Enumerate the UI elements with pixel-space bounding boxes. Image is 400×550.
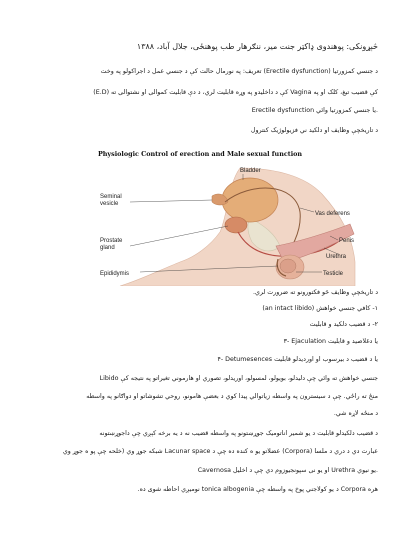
body-line-12: هره Corpora د یو کولاجني پوخ په واسطه چې tonica albogenia نوميږي احاطه شوی ده. — [137, 486, 378, 493]
body-line-11: Cavernosa او یو نی سپونجیوزوم دي چې د اخلیل Urethra یو نیوي. — [197, 467, 378, 474]
male-reproductive-anatomy-illustration — [100, 162, 360, 286]
intro-line-3: Erectile dysfunction یا جنسي کمزورتیا وائي. — [251, 107, 378, 114]
body-line-9: د قضیب دلکیدلو قابلیت د یو شمیر اناتومیک جوړښتونو په واسطه قضیب نه د یه برخه کېږي چې داجوړښتونه — [99, 430, 378, 437]
intro-line-2: کې قضیب تیغ، کلک او په Vagina کې د داخلیدو په وړه قابلیت لري، د دې قابلیت کموالی او نشتوالی ته (E.D) — [93, 89, 378, 96]
bladder-organ — [222, 178, 278, 222]
anatomy-figure — [100, 162, 360, 286]
testicle-organ — [280, 259, 296, 273]
body-line-1: د تاریخچې وظایف څو فکتورونو ته ضرورت لري. — [252, 289, 378, 296]
intro-line-1: د جنسي کمزورتیا (Erectile dysfunction) تعریف: په نورمال حالت کې د جنسي عمل د اجراکولو په وخت — [100, 68, 378, 75]
prostate-organ — [225, 217, 247, 233]
label-epididymis: Epididymis — [100, 271, 130, 277]
label-vas-deferens: Vas deferens — [315, 211, 350, 217]
label-seminal-vesicle: Seminal vesicle — [100, 194, 122, 207]
body-line-6: Libido جنسي خواهش ته وائي چې دلیدلو، بویولو، لمسولو، اوریدلو، تصوري او هارموني تغیراتو په نتیجه کې — [99, 375, 378, 382]
label-bladder: Bladder — [240, 168, 261, 174]
label-testicle: Testicle — [323, 271, 344, 277]
figure-title: Physiologic Control of erection and Male sexual function — [97, 150, 303, 158]
body-line-10: عبارت دي د دري د ملسا (Corpora) عضلاتو یو ه کنده ده چې د Lacunar space شبکه جوړ وي (خلحه چې پو ه جوړ وي — [62, 448, 378, 455]
body-line-4: ۳- Ejaculation یا دغلاصید و قابلیت — [283, 338, 378, 345]
body-line-2: ۱- کافي جنسي خواهش (an intact libido) — [262, 305, 378, 312]
body-line-7: منځ ته راځي. چې د سیسترون په واسطه زیاتوالي پیدا کوي د بعضې هامونو، روحي تشوشاتو او دواګانو په واسطه — [86, 393, 378, 400]
body-line-8: د منځه لاړه شي. — [333, 410, 378, 417]
label-prostate-gland: Prostate gland — [100, 238, 123, 251]
label-urethra: Urethra — [326, 254, 347, 260]
body-line-3: ۲- د قضیب دلکید و قابلیت — [309, 321, 378, 328]
label-penis: Penis — [339, 238, 355, 244]
body-line-5: ۴- Detumesences یا د قضیب د بیرسوب او اوردیدلو قابلیت — [217, 356, 378, 363]
page-header: څېړونکی: پوهندوی ډاکټر جنت میر، ننګرهار طب پوهنځی، جلال آباد، ۱۳۸۸ — [136, 42, 378, 51]
intro-line-4: د تاریخچې وظایف او دلکید ني فزیولوژیک کنترول — [250, 127, 378, 134]
